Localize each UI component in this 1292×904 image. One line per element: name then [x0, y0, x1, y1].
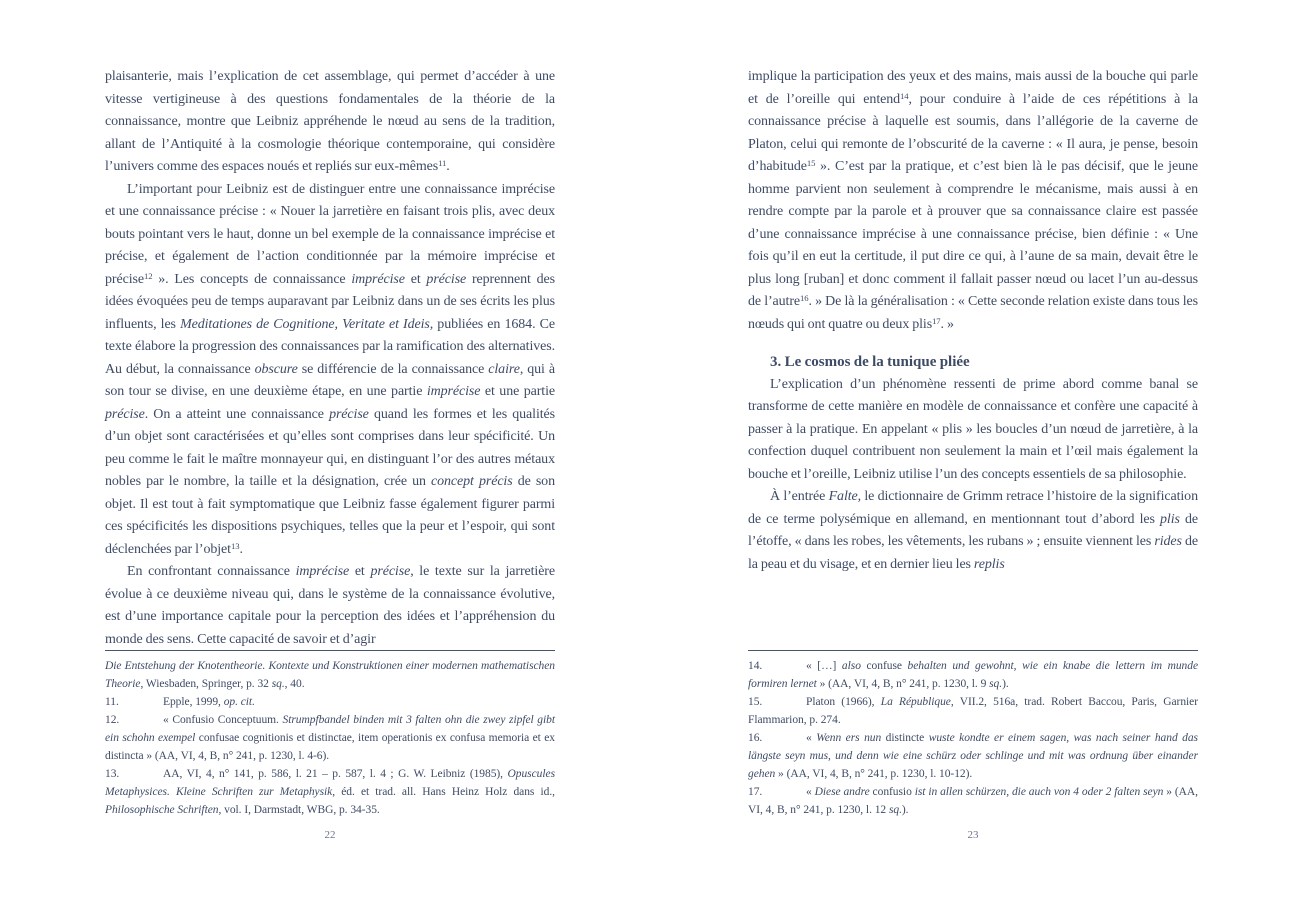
text-segment: , Wiesbaden, Springer, p. 32 — [140, 678, 272, 690]
footnote-reference: 16 — [800, 293, 809, 304]
footnote-number: 12. — [105, 714, 120, 726]
text-segment: Philosophische Schriften — [105, 804, 219, 816]
footnote-reference: 17 — [932, 315, 941, 326]
text-segment: , qui à son tour se divise, en une deuxième étape, en une partie — [105, 361, 555, 399]
text-segment: , VII.2, 516a, trad. Robert Baccou, Paris, Garnier Flammarion, p. 274. — [748, 696, 1198, 726]
text-segment: En confrontant connaissance — [127, 564, 296, 579]
footnote-number: 14. — [748, 660, 763, 672]
footnotes — [748, 657, 1198, 819]
footnote — [748, 783, 1198, 819]
text-segment: . On a atteint une connaissance — [144, 406, 330, 422]
text-segment: , pour conduire à l’aide de ces répétitions à la connaissance précise à laquelle est soumis, dans l’allégorie de la caverne de Platon, celui qui remonte de l’obscurité de la caverne : « Il aura, je pense, besoin d’habitude — [748, 91, 1198, 174]
footnote-number: 13. — [105, 768, 120, 780]
footnote-number: 11. — [105, 696, 119, 708]
paragraph — [748, 66, 1198, 336]
text-segment: sq. — [271, 678, 285, 690]
text-segment: quand les formes et les qualités d’un objet sont caractérisées et qu’elles sont comprises dans leur spécificité. Un peu comme le fait le maître monnayeur qui, en distinguant l’or des autres métaux nobles par le nombre, la taille et la désignation, crée un — [105, 406, 555, 489]
text-segment: de son objet. Il est tout à fait symptomatique que Leibniz fasse également figurer parmi ces spécificités les dispositions psychiques, telles que la peur et l’espoir, qui sont déclenchées par l’objet — [105, 474, 555, 557]
text-segment: confusae cognitionis et distinctae, item operationis ex confusa memoria et ex distincta » (AA, VI, 4, B, n° 241, p. 1230, l. 4-6). — [105, 732, 555, 762]
text-segment: « […] — [806, 660, 842, 672]
page-body — [105, 66, 555, 651]
text-segment: « Confusio Conceptuum. — [163, 714, 283, 726]
text-segment: et une partie — [480, 384, 555, 399]
page-body — [748, 66, 1198, 576]
footnote-reference: 14 — [900, 90, 909, 101]
footnote — [748, 729, 1198, 783]
text-segment: behalten und gewohnt, wie ein knabe die lettern im munde formiren lernet — [748, 660, 1198, 690]
text-segment: , 40. — [284, 678, 305, 690]
text-segment: ). — [901, 804, 909, 816]
page-number: 23 — [967, 829, 979, 841]
footnote — [748, 693, 1198, 729]
footnote — [105, 693, 555, 711]
text-segment: Wenn ers nun — [816, 732, 882, 744]
text-segment: . — [239, 541, 243, 557]
text-segment: Falte — [828, 489, 858, 504]
footnote-number: 17. — [748, 786, 763, 798]
text-segment: et — [349, 564, 371, 579]
text-segment: La République — [880, 696, 951, 708]
text-segment: Epple, 1999, — [163, 696, 224, 708]
text-segment: imprécise — [351, 271, 405, 287]
text-segment: , éd. et trad. all. Hans Heinz Holz dans id., — [332, 786, 556, 798]
paragraph — [105, 66, 555, 179]
text-segment: imprécise — [295, 564, 350, 579]
text-segment: wuste kondte er einem sagen, was nach seiner hand das längste seyn mus, und denn wie eine schürz oder schlinge und mit was ordnung über einander gehen — [748, 732, 1198, 780]
text-segment: plis — [1160, 511, 1180, 527]
text-segment: » (AA, VI, 4, B, n° 241, p. 1230, l. 12 — [748, 786, 1198, 816]
text-segment: claire — [488, 361, 520, 377]
text-segment: , le texte sur la jarretière évolue à ce deuxième niveau qui, dans le système de la connaissance évolutive, est d’une importance capitale pour la perception des idées et l’appréhension du monde des sens. Cette capacité de savoir et d’agir — [105, 564, 555, 647]
text-segment: » (AA, VI, 4, B, n° 241, p. 1230, l. 9 — [816, 678, 990, 690]
text-segment: replis — [973, 556, 1005, 572]
paragraph — [748, 486, 1198, 576]
text-segment: confusio — [869, 786, 915, 798]
text-segment: rides — [1154, 534, 1182, 549]
text-segment: , le dictionnaire de Grimm retrace l’histoire de la signification de ce terme polysémique en allemand, en mentionnant tout d’abord les — [748, 489, 1198, 527]
text-segment: plaisanterie, mais l’explication de cet assemblage, qui permet d’accéder à une vitesse vertigineuse à des questions fondamentales de la théorie de la connaissance, montre que Leibniz appréhende le nœud au sens de la tradition, allant de l’Antiquité à la cosmologie théorique contemporaine, qui considère l’univers comme des espaces noués et repliés sur eux-mêmes — [105, 69, 555, 174]
footnote-number: 15. — [748, 696, 763, 708]
footnote-number: 16. — [748, 732, 763, 744]
footnote-separator — [105, 650, 555, 651]
text-segment: implique la participation des yeux et des mains, mais aussi de la bouche qui parle et de l’oreille qui entend — [748, 69, 1198, 107]
text-segment: L’important pour Leibniz est de distinguer entre une connaissance imprécise et une connaissance précise : « Nouer la jarretière en faisant trois plis, avec deux bouts pointant vers le haut, donne un bel exemple de la connaissance imprécise et précise, et également de l’action conditionnée par la mémoire imprécise et précise — [105, 181, 555, 287]
text-segment: publiées en 1684. Ce texte élabore la progression des connaissances par la ramification des alternatives. Au début, la connaissance — [105, 316, 555, 377]
footnote — [105, 657, 555, 693]
text-segment: se différencie de la connaissance — [297, 361, 489, 377]
footnote-reference: 11 — [438, 158, 447, 169]
paragraph — [748, 374, 1198, 487]
paragraph — [105, 561, 555, 651]
text-segment: AA, VI, 4, n° 141, p. 586, l. 21 – p. 587, l. 4 ; G. W. Leibniz (1985), — [163, 768, 508, 780]
text-segment: also — [841, 660, 861, 672]
footnote — [105, 765, 555, 819]
text-segment: et — [404, 271, 427, 287]
text-segment: ist in allen schürzen, die auch von 4 oder 2 falten seyn — [914, 786, 1164, 798]
section-heading — [748, 351, 1198, 374]
text-segment: précise — [329, 406, 369, 422]
text-segment: de l’étoffe, « dans les robes, les vêtements, les rubans » ; ensuite viennent les — [748, 511, 1198, 549]
text-segment: Opuscules Metaphysices. Kleine Schriften zur Metaphysik — [105, 768, 555, 798]
footnote — [105, 711, 555, 765]
text-segment: . » De là la généralisation : « Cette seconde relation existe dans tous les nœuds qui ont quatre ou deux plis — [748, 294, 1198, 332]
text-segment: . » — [940, 316, 954, 332]
text-segment: Meditationes de Cognitione, Veritate et Ideis, — [180, 316, 434, 332]
page-number: 22 — [324, 829, 336, 841]
text-segment: imprécise — [426, 384, 481, 399]
text-segment: sq. — [888, 804, 902, 816]
text-segment: précise — [105, 406, 145, 422]
text-segment: Platon (1966), — [806, 696, 881, 708]
text-segment: , vol. I, Darmstadt, WBG, p. 34-35. — [218, 804, 380, 816]
text-segment: L’explication d’un phénomène ressenti de prime abord comme banal se transforme de cette manière en modèle de connaissance et confère une capacité à passer à la pratique. En appelant « plis » les boucles d’un nœud de jarretière, à la confection duquel contribuent non seulement la main et l’œil mais également la bouche et l’oreille, Leibniz utilise l’un des concepts essentiels de sa philosophie. — [748, 376, 1198, 482]
text-segment: « — [806, 786, 815, 798]
text-segment: reprennent des idées évoquées peu de temps auparavant par Leibniz dans un de ses écrits les plus influents, les — [105, 271, 555, 332]
text-segment: distincte — [881, 732, 929, 744]
text-segment: précise — [370, 564, 411, 579]
text-segment: précise — [426, 271, 467, 287]
text-segment: ». C’est par la pratique, et c’est bien là le pas décisif, que le jeune homme parvient non seulement à comprendre le mécanisme, mais aussi à en rendre compte par la parole et à prouver que sa connaissance claire est passée d’une connaissance imprécise à une connaissance précise, bien définie : « Une fois qu’il en eut la certitude, il put dire ce qui, à l’aune de sa main, devait être le plus long [ruban] et donc comment il fallait passer nœud ou lacet l’un au-dessus de l’autre — [748, 159, 1198, 309]
text-segment: Die Entstehung der Knotentheorie. Kontexte und Konstruktionen einer modernen mathematischen Theorie — [105, 660, 555, 690]
text-segment: « — [806, 732, 817, 744]
footnote-separator — [748, 650, 1198, 651]
text-segment: Diese andre — [814, 786, 870, 798]
text-segment: 3. Le cosmos de la tunique pliée — [770, 354, 970, 370]
text-segment: . — [446, 159, 450, 174]
text-segment: ). — [1002, 678, 1009, 690]
text-segment: concept précis — [431, 474, 513, 489]
text-segment: obscure — [254, 361, 298, 377]
footnotes — [105, 657, 555, 819]
page-right — [646, 0, 1292, 904]
footnote-reference: 12 — [143, 270, 153, 281]
text-segment: Strumpfbandel binden mit 3 falten ohn die zwey zipfel gibt ein schohn exempel — [105, 714, 555, 744]
text-segment: À l’entrée — [770, 489, 829, 504]
footnote-reference: 15 — [806, 158, 816, 169]
text-segment: ». Les concepts de connaissance — [152, 271, 352, 287]
text-segment: de la peau et du visage, et en dernier lieu les — [748, 534, 1198, 572]
footnote-reference: 13 — [230, 540, 240, 551]
text-segment: confuse — [860, 660, 908, 672]
text-segment: op. cit. — [223, 696, 255, 708]
text-segment: » (AA, VI, 4, B, n° 241, p. 1230, l. 10-12). — [775, 768, 973, 780]
footnote — [748, 657, 1198, 693]
text-segment: sq. — [989, 678, 1003, 690]
paragraph — [105, 179, 555, 562]
